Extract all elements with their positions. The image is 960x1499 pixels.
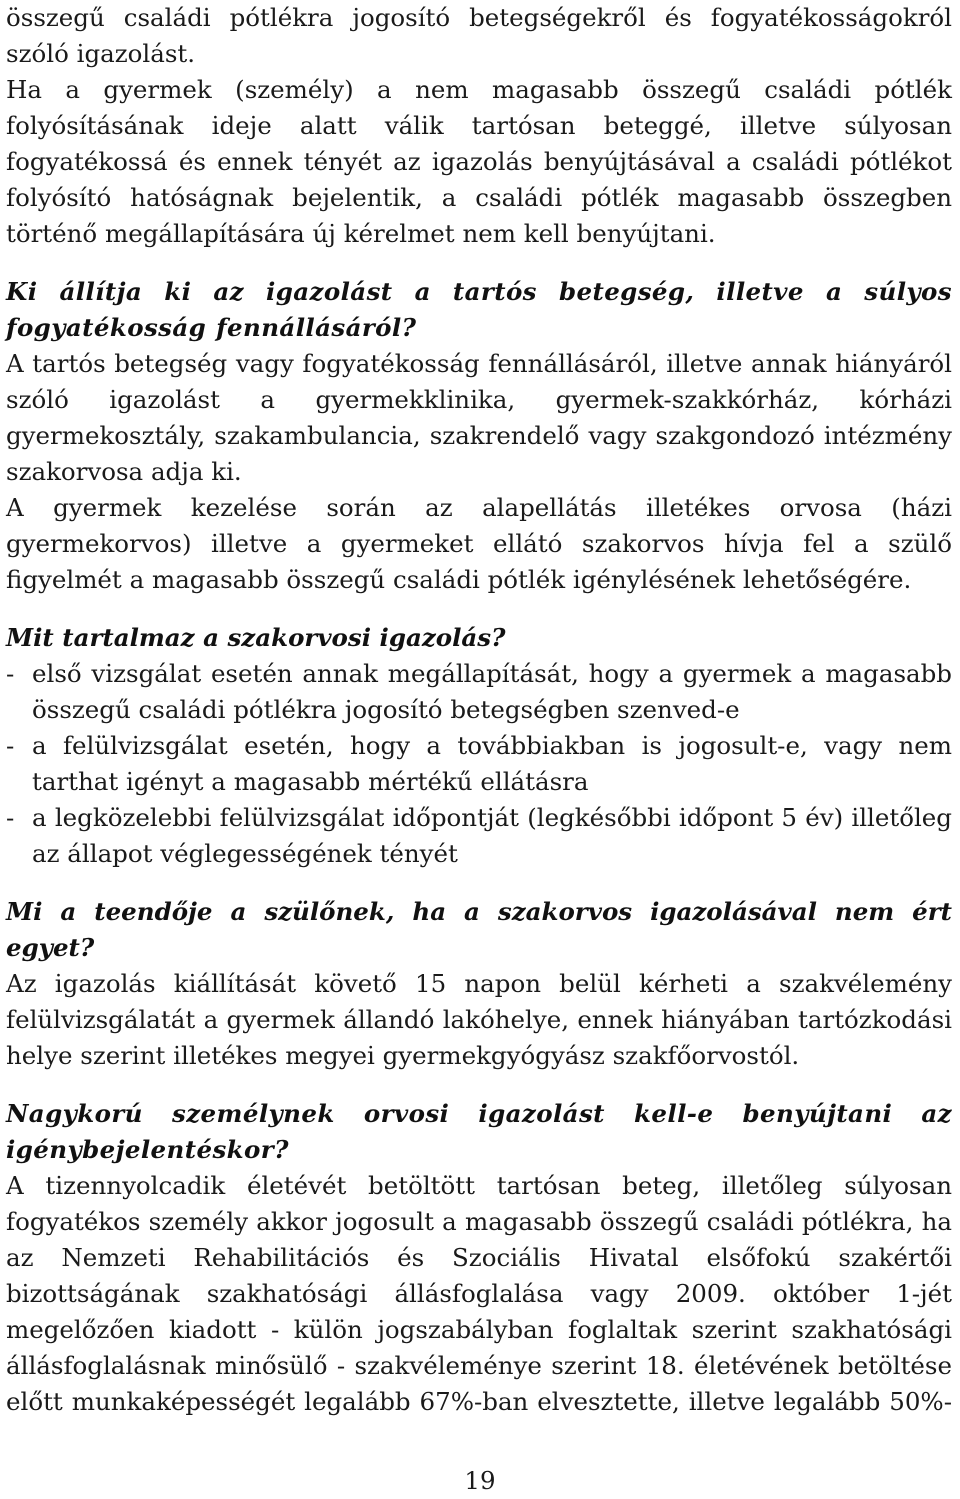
- section-disagreement-paragraph: Az igazolás kiállítását követő 15 napon belül kérheti a szakvélemény felülvizsgálatát a gyermek állandó lakóhelye, ennek hiányában tartózkodási helye szerint illetékes megyei gyermekgyógyász szakfőorvostól.: [6, 969, 952, 1070]
- contents-list: [6, 656, 952, 872]
- section-heading-disagreement: Mi a teendője a szülőnek, ha a szakorvos igazolásával nem ért egyet?: [6, 897, 952, 962]
- list-item-text: első vizsgálat esetén annak megállapítását, hogy a gyermek a magasabb összegű családi pótlékra jogosító betegségben szenved-e: [32, 659, 952, 724]
- page-number: 19: [464, 1466, 496, 1495]
- list-item-text: a felülvizsgálat esetén, hogy a továbbiakban is jogosult-e, vagy nem tarthat igényt a magasabb mértékű ellátásra: [32, 731, 952, 796]
- spacer: [6, 1074, 952, 1096]
- section-heading-contents: Mit tartalmaz a szakorvosi igazolás?: [6, 623, 506, 652]
- list-item-text: a legközelebbi felülvizsgálat időpontját (legkésőbbi időpont 5 év) illetőleg az állapot véglegességének tényét: [32, 803, 952, 868]
- list-item: [6, 800, 952, 872]
- list-item: [6, 656, 952, 728]
- section-heading-adult: Nagykorú személynek orvosi igazolást kell-e benyújtani az igénybejelentéskor?: [6, 1099, 952, 1164]
- section-heading-issuer: Ki állítja ki az igazolást a tartós betegség, illetve a súlyos fogyatékosság fennállásáról?: [6, 277, 952, 342]
- document-page: [6, 0, 952, 1420]
- list-item-marker: -: [6, 803, 15, 832]
- intro-paragraph-1: összegű családi pótlékra jogosító betegségekről és fogyatékosságokról szóló igazolást.: [6, 3, 952, 68]
- intro-paragraph-2: Ha a gyermek (személy) a nem magasabb összegű családi pótlék folyósításának ideje alatt válik tartósan beteggé, illetve súlyosan fogyatékossá és ennek tényét az igazolás benyújtásával a családi pótlékot folyósító hatóságnak bejelentik, a családi pótlék magasabb összegben történő megállapítására új kérelmet nem kell benyújtani.: [6, 75, 952, 248]
- section-issuer-paragraph-2: A gyermek kezelése során az alapellátás illetékes orvosa (házi gyermekorvos) illetve a gyermeket ellátó szakorvos hívja fel a szülő figyelmét a magasabb összegű családi pótlék igénylésének lehetőségére.: [6, 493, 952, 594]
- list-item-marker: -: [6, 731, 15, 760]
- spacer: [6, 598, 952, 620]
- section-adult-paragraph: A tizennyolcadik életévét betöltött tartósan beteg, illetőleg súlyosan fogyatékos személy akkor jogosult a magasabb összegű családi pótlékra, ha az Nemzeti Rehabilitációs és Szociális Hivatal elsőfokú szakértői bizottságának szakhatósági állásfoglalása vagy 2009. október 1-jét megelőzően kiadott - külön jogszabályban foglaltak szerint szakhatósági állásfoglalásnak minősülő - szakvéleménye szerint 18. életévének betöltése előtt munkaképességét legalább 67%-ban elvesztette, illetve legalább 50%-: [6, 1171, 952, 1416]
- spacer: [6, 252, 952, 274]
- list-item-marker: -: [6, 659, 15, 688]
- section-issuer-paragraph-1: A tartós betegség vagy fogyatékosság fennállásáról, illetve annak hiányáról szóló igazolást a gyermekklinika, gyermek-szakkórház, kórházi gyermekosztály, szakambulancia, szakrendelő vagy szakgondozó intézmény szakorvosa adja ki.: [6, 349, 952, 486]
- spacer: [6, 872, 952, 894]
- list-item: [6, 728, 952, 800]
